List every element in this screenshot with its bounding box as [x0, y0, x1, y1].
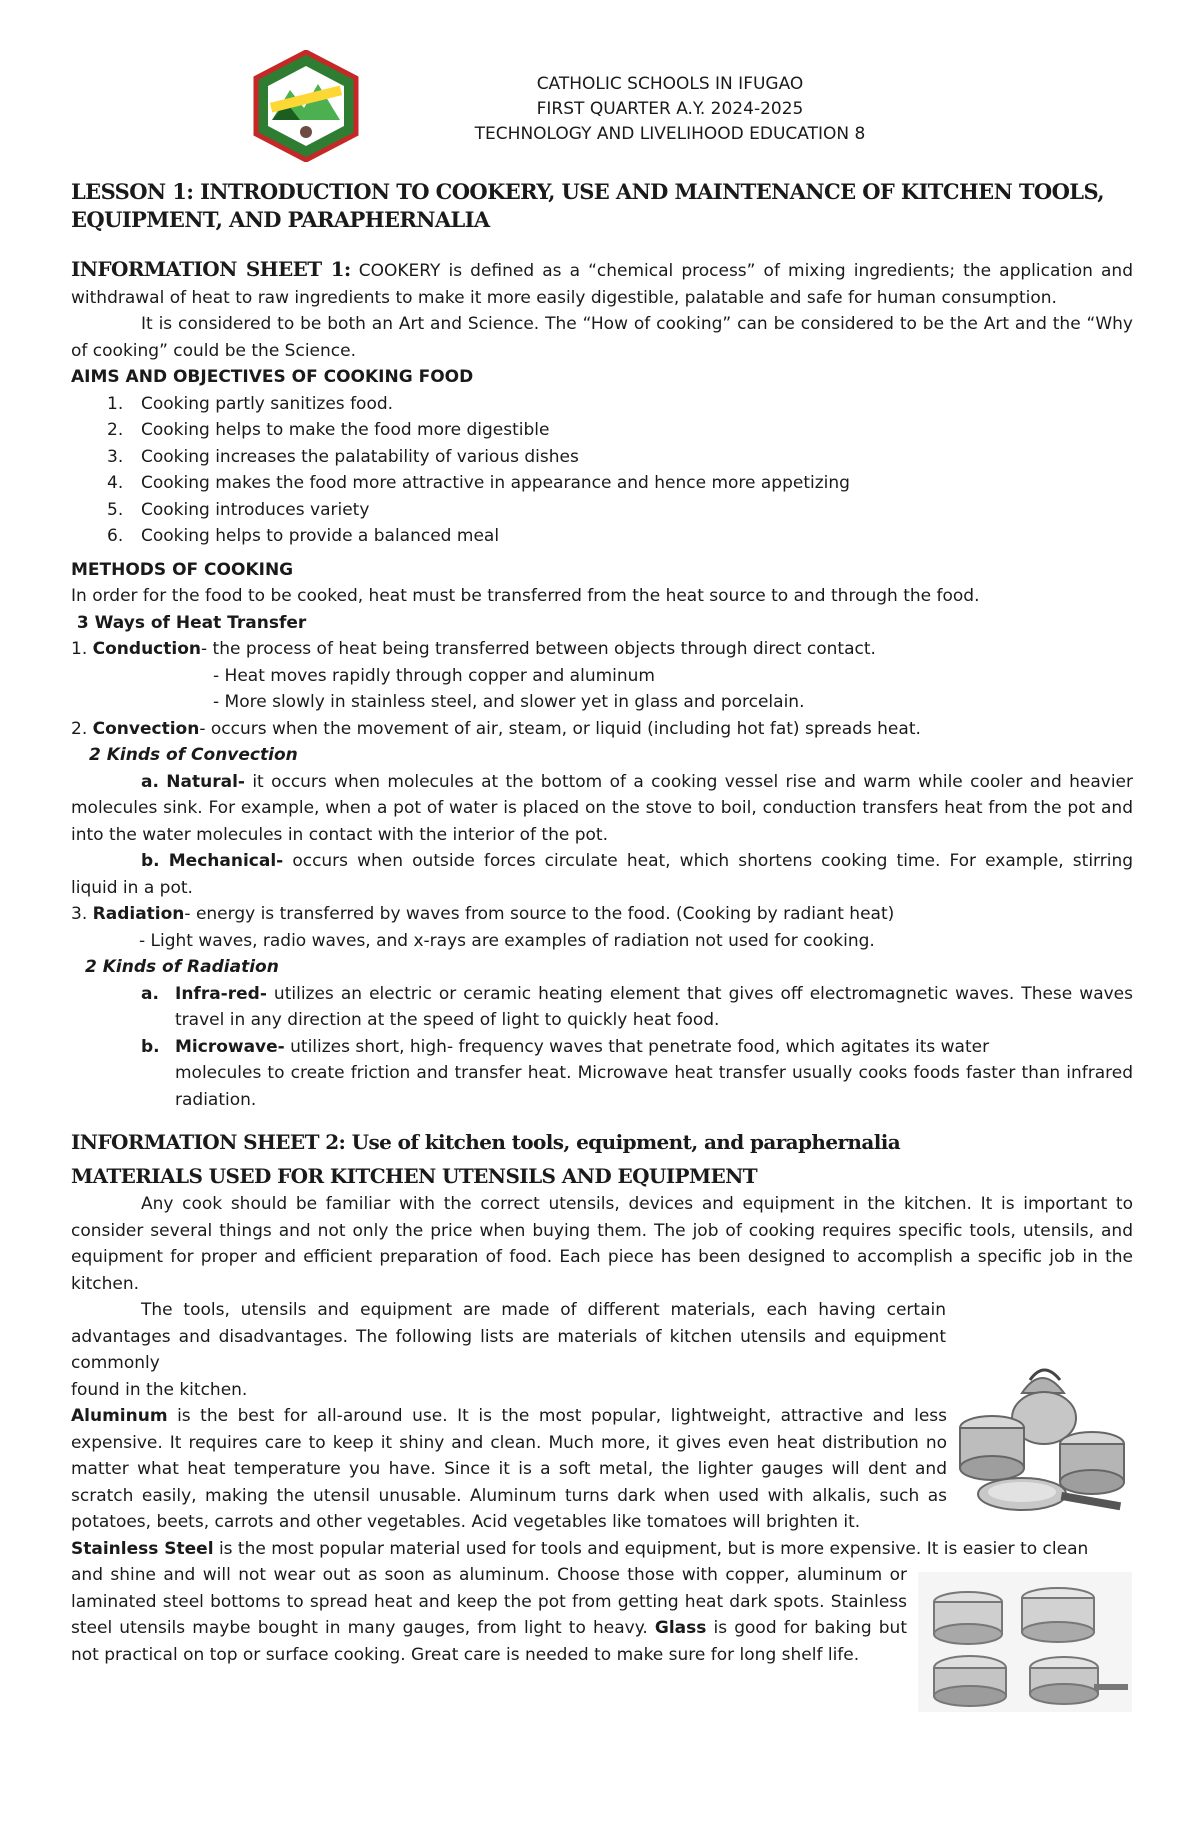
infrared-text: utilizes an electric or ceramic heating element that gives off electromagnetic waves. These waves travel in any direction at the speed of light to quickly heat food. [175, 983, 1133, 1030]
radiation-term: Radiation [92, 904, 185, 924]
aims-list-item [71, 523, 1133, 550]
aluminum-text: is the best for all-around use. It is the most popular, lightweight, attractive and less expensive. It requires care to keep it shiny and clean. Much more, it gives even heat distribution no matter what heat temperature you have. Since it is a soft metal, the lighter gauges will dent and scratch easily, making the utensil unusable. Aluminum turns dark when used with alkalis, such as potatoes, beets, carrots and other vegetables. Acid vegetables like tomatoes will brighten it. [71, 1406, 947, 1532]
list-text: Cooking increases the palatability of various dishes [141, 446, 579, 467]
aluminum-cookware-image [952, 1358, 1132, 1523]
glass-text: is good for baking but not practical on top or surface cooking. Great care is needed to make sure for long shelf life. [71, 1618, 907, 1665]
list-number: 6. [107, 526, 124, 546]
microwave-label: b. [141, 1036, 160, 1057]
art-science-paragraph: It is considered to be both an Art and Science. The “How of cooking” can be considered to be the Art and the “Why of cooking” could be the Science. [71, 314, 1133, 361]
steel-paragraph [71, 1562, 907, 1668]
conduction-item [71, 636, 1133, 663]
conduction-note-1: - Heat moves rapidly through copper and aluminum [213, 665, 655, 686]
aims-heading: AIMS AND OBJECTIVES OF COOKING FOOD [71, 367, 474, 387]
radiation-note: - Light waves, radio waves, and x-rays are examples of radiation not used for cooking. [139, 930, 875, 951]
list-text: Cooking helps to make the food more digestible [141, 420, 550, 440]
convection-term: Convection [92, 718, 200, 739]
natural-term: Natural- [166, 771, 245, 792]
steel-line-1 [71, 1536, 1133, 1563]
cookery-definition [71, 256, 1133, 311]
aims-list-item [71, 470, 1133, 497]
info-sheet-2-heading: INFORMATION SHEET 2: Use of kitchen tools, equipment, and paraphernalia [71, 1130, 901, 1154]
microwave-radiation [71, 1034, 1133, 1061]
stainless-cookware-image [918, 1572, 1132, 1712]
aims-list-item [71, 417, 1133, 444]
infrared-radiation [71, 981, 1133, 1034]
radiation-kinds-heading: 2 Kinds of Radiation [85, 957, 279, 977]
steel-term: Stainless Steel [71, 1538, 214, 1559]
materials-para-1: Any cook should be familiar with the correct utensils, devices and equipment in the kitchen. It is important to consider several things and not only the price when buying them. The job of cooking requires specific tools, utensils, and equipment for proper and efficient preparation of food. Each piece has been designed to accomplish a specific job in the kitchen. [71, 1194, 1133, 1294]
list-text: Cooking helps to provide a balanced meal [141, 526, 500, 546]
materials-para-2a: The tools, utensils and equipment are made of different materials, each having certain advantages and disadvantages. The following lists are materials of kitchen utensils and equipment commonly [71, 1300, 946, 1373]
header-subject: TECHNOLOGY AND LIVELIHOOD EDUCATION 8 [474, 124, 866, 144]
list-number: 5. [107, 499, 124, 520]
lesson-title: LESSON 1: INTRODUCTION TO COOKERY, USE AND MAINTENANCE OF KITCHEN TOOLS, EQUIPMENT, AND PARAPHERNALIA [71, 179, 1104, 232]
cookery-term: COOKERY [358, 261, 441, 281]
aims-list [71, 391, 1133, 550]
steel-text-2: and shine and will not wear out as soon as aluminum. Choose those with copper, aluminum or laminated steel bottoms to spread heat and keep the pot from getting heat dark spots. Stainless steel utensils maybe bought in many gauges, from light to heavy. [71, 1565, 907, 1638]
aluminum-paragraph [71, 1403, 947, 1536]
materials-para-2b: found in the kitchen. [71, 1379, 248, 1400]
natural-convection [71, 769, 1133, 849]
microwave-term: Microwave- [175, 1036, 285, 1057]
microwave-text-2: molecules to create friction and transfer heat. Microwave heat transfer usually cooks foods faster than infrared radiation. [175, 1063, 1133, 1110]
convection-item [71, 716, 1133, 743]
school-header [420, 72, 920, 147]
conduction-text: - the process of heat being transferred between objects through direct contact. [200, 639, 876, 659]
mechanical-text: occurs when outside forces circulate heat, which shortens cooking time. For example, stirring liquid in a pot. [71, 851, 1134, 898]
aims-list-item [71, 497, 1133, 524]
mechanical-label: b. [141, 851, 160, 871]
natural-label: a. [141, 771, 159, 792]
header-quarter: FIRST QUARTER A.Y. 2024-2025 [536, 99, 804, 119]
list-number: 2. [107, 420, 124, 440]
conduction-term: Conduction [92, 639, 201, 659]
convection-kinds-heading: 2 Kinds of Convection [89, 745, 298, 765]
school-seal-logo [250, 50, 362, 162]
aims-list-item [71, 444, 1133, 471]
list-text: Cooking partly sanitizes food. [141, 393, 394, 414]
convection-text: - occurs when the movement of air, steam, or liquid (including hot fat) spreads heat. [199, 718, 921, 739]
list-text: Cooking introduces variety [141, 499, 370, 520]
cookery-definition-text: is defined as a “chemical process” of mixing ingredients; the application and withdrawal of heat to raw ingredients to make it more easily digestible, palatable and safe for human consumption. [71, 261, 1133, 308]
infrared-term: Infra-red- [175, 983, 267, 1004]
aluminum-term: Aluminum [71, 1406, 168, 1426]
list-number: 1. [107, 393, 124, 414]
glass-term: Glass [654, 1618, 707, 1638]
methods-heading: METHODS OF COOKING [71, 559, 294, 580]
methods-intro: In order for the food to be cooked, heat must be transferred from the heat source to and through the food. [71, 586, 980, 606]
list-number: 4. [107, 473, 124, 493]
conduction-note-2: - More slowly in stainless steel, and slower yet in glass and porcelain. [213, 692, 805, 712]
mechanical-term: Mechanical- [168, 851, 284, 871]
infrared-label: a. [141, 983, 159, 1004]
list-text: Cooking makes the food more attractive in appearance and hence more appetizing [141, 473, 850, 493]
list-number: 3. [107, 446, 124, 467]
heat-transfer-heading: 3 Ways of Heat Transfer [71, 612, 307, 633]
steel-text-1: is the most popular material used for tools and equipment, but is more expensive. It is easier to clean [213, 1538, 1089, 1559]
aims-list-item [71, 391, 1133, 418]
materials-heading: MATERIALS USED FOR KITCHEN UTENSILS AND EQUIPMENT [71, 1164, 758, 1188]
microwave-text-1: utilizes short, high- frequency waves that penetrate food, which agitates its water [284, 1036, 990, 1057]
radiation-text: - energy is transferred by waves from source to the food. (Cooking by radiant heat) [184, 904, 895, 924]
info-sheet-1-label: INFORMATION SHEET 1: [71, 257, 351, 281]
natural-text: it occurs when molecules at the bottom of a cooking vessel rise and warm while cooler and heavier molecules sink. For example, when a pot of water is placed on the stove to boil, conduction transfers heat from the pot and into the water molecules in contact with the interior of the pot. [71, 771, 1134, 845]
header-school-name: CATHOLIC SCHOOLS IN IFUGAO [536, 74, 804, 94]
mechanical-convection [71, 848, 1133, 901]
radiation-item [71, 901, 1133, 928]
list-number: 3. [71, 904, 88, 924]
list-number: 1. [71, 639, 88, 659]
list-number: 2. [71, 718, 88, 739]
